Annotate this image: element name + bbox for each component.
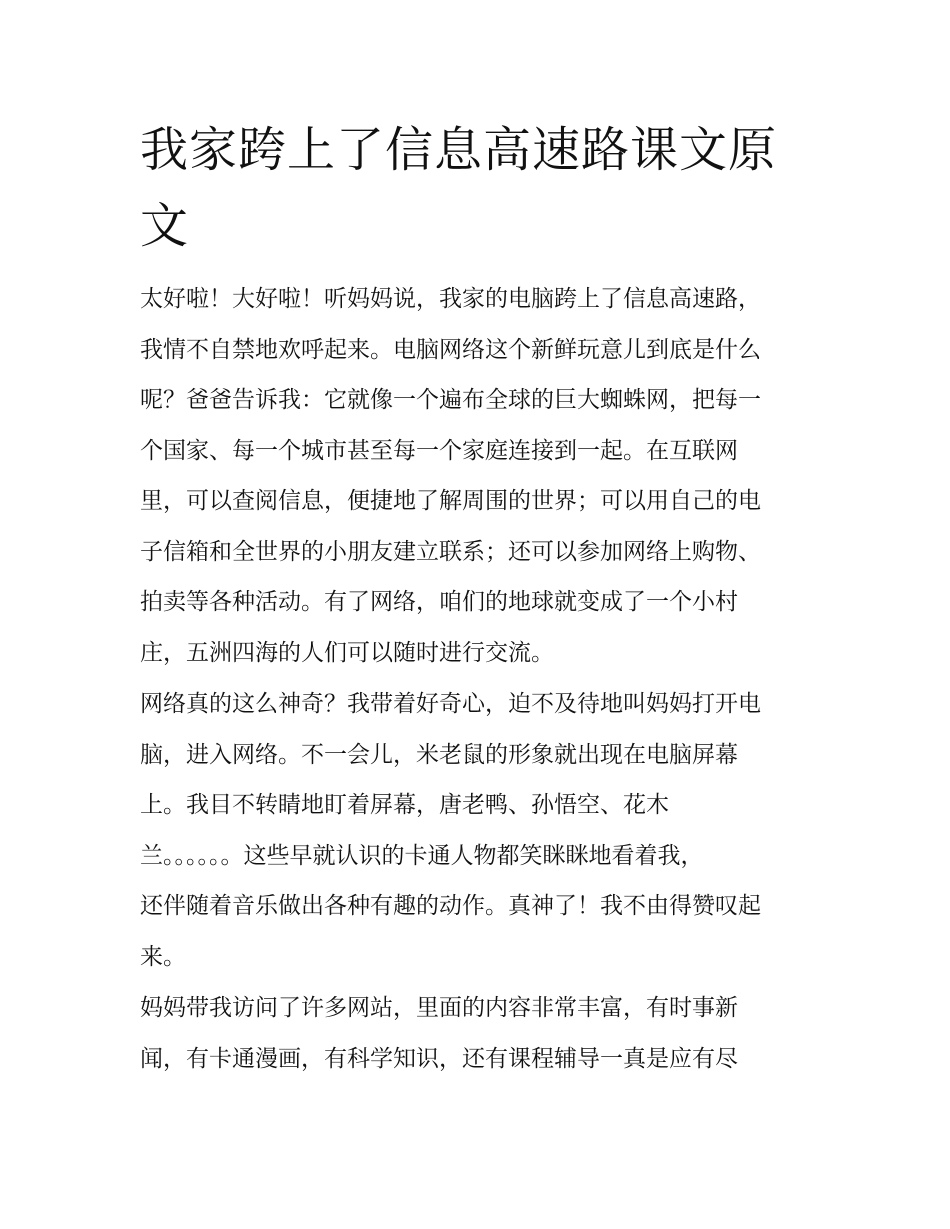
text-line: 我情不自禁地欢呼起来。电脑网络这个新鲜玩意儿到底是什么 — [140, 336, 761, 363]
text-line: 来。 — [140, 943, 186, 970]
text-line: 拍卖等各种活动。有了网络，咱们的地球就变成了一个小村 — [140, 589, 738, 615]
text-line: 妈妈带我访问了许多网站，里面的内容非常丰富，有时事新 — [140, 995, 738, 1021]
page-title — [140, 112, 820, 264]
text-line: 子信箱和全世界的小朋友建立联系；还可以参加网络上购物、 — [140, 538, 761, 565]
title-line: 文 — [140, 198, 190, 254]
text-line: 网络真的这么神奇？我带着好奇心，迫不及待地叫妈妈打开电 — [140, 691, 761, 717]
text-line: 呢？爸爸告诉我：它就像一个遍布全球的巨大蜘蛛网，把每一 — [140, 387, 761, 413]
text-line: 兰。。。。。。这些早就认识的卡通人物都笑眯眯地看着我， — [140, 842, 704, 869]
text-line: 闻，有卡通漫画，有科学知识，还有课程辅导一真是应有尽 — [140, 1045, 738, 1072]
paragraph-2 — [140, 679, 820, 982]
paragraph-3 — [140, 983, 820, 1084]
text-line: 上。我目不转睛地盯着屏幕，唐老鸭、孙悟空、花木 — [140, 792, 669, 818]
text-line: 里，可以查阅信息，便捷地了解周围的世界；可以用自己的电 — [140, 488, 761, 514]
paragraph-1 — [140, 274, 820, 678]
title-line: 我家跨上了信息高速路课文原 — [140, 122, 778, 178]
text-line: 庄，五洲四海的人们可以随时进行交流。 — [140, 639, 554, 666]
text-line: 个国家、每一个城市甚至每一个家庭连接到一起。在互联网 — [140, 437, 738, 464]
text-line: 脑，进入网络。不一会儿，米老鼠的形象就出现在电脑屏幕 — [140, 741, 738, 768]
text-line: 还伴随着音乐做出各种有趣的动作。真神了！我不由得赞叹起 — [140, 893, 761, 919]
text-line: 太好啦！大好啦！听妈妈说，我家的电脑跨上了信息高速路， — [140, 286, 761, 312]
